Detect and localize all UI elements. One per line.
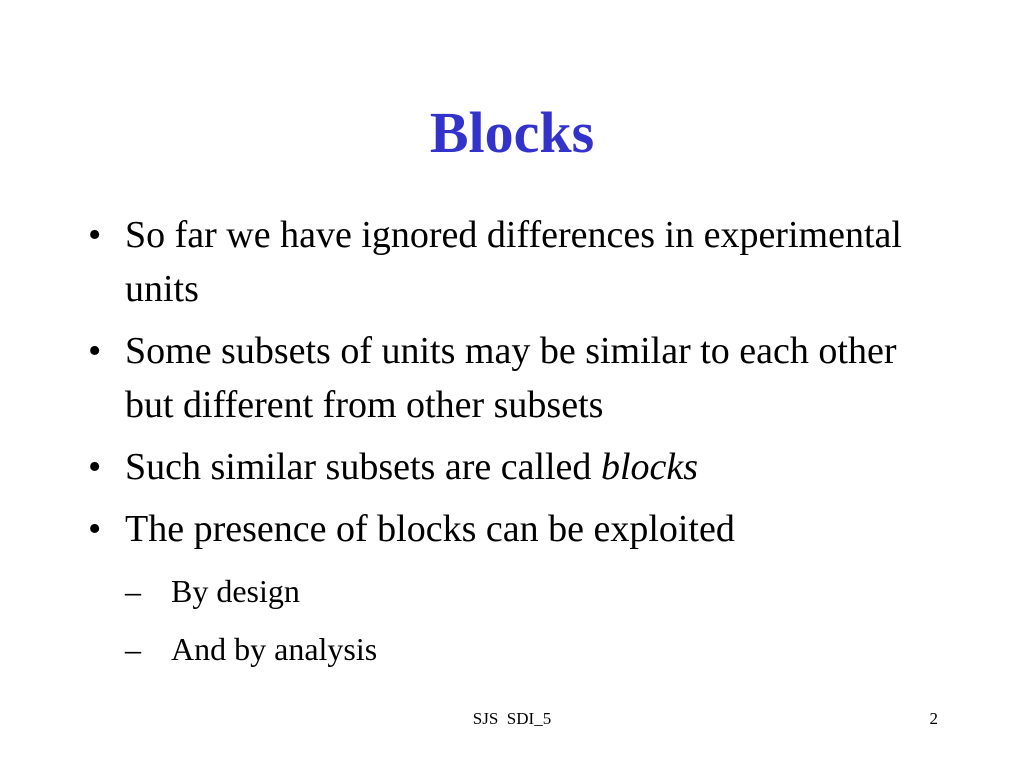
bullet-text: The presence of blocks can be exploited (125, 508, 735, 550)
bullet-item (84, 440, 944, 494)
bullet-item (84, 324, 944, 432)
bullet-marker: • (88, 446, 102, 488)
bullet-list (84, 208, 944, 680)
bullet-text (125, 446, 698, 488)
sub-bullet-item (125, 626, 944, 672)
slide-title: Blocks (429, 100, 595, 165)
sub-bullet-marker: – (125, 631, 141, 667)
bullet-text-plain: Such similar subsets are called (125, 446, 601, 488)
sub-bullet-text: And by analysis (171, 631, 378, 667)
bullet-text: Some subsets of units may be similar to each other but different from other subsets (125, 330, 897, 426)
sub-bullet-item (125, 568, 944, 614)
bullet-item (84, 208, 944, 316)
bullet-marker: • (88, 214, 102, 256)
bullet-emphasis: blocks (600, 446, 699, 488)
footer-label: SJS SDI_5 (472, 709, 552, 728)
sub-bullet-list (125, 568, 944, 672)
sub-bullet-text: By design (171, 573, 300, 609)
bullet-marker: • (88, 508, 102, 550)
bullet-item (84, 502, 944, 672)
page-number: 2 (929, 709, 938, 728)
bullet-marker: • (88, 330, 102, 372)
sub-bullet-marker: – (125, 573, 141, 609)
bullet-text: So far we have ignored differences in experimental units (125, 214, 902, 310)
